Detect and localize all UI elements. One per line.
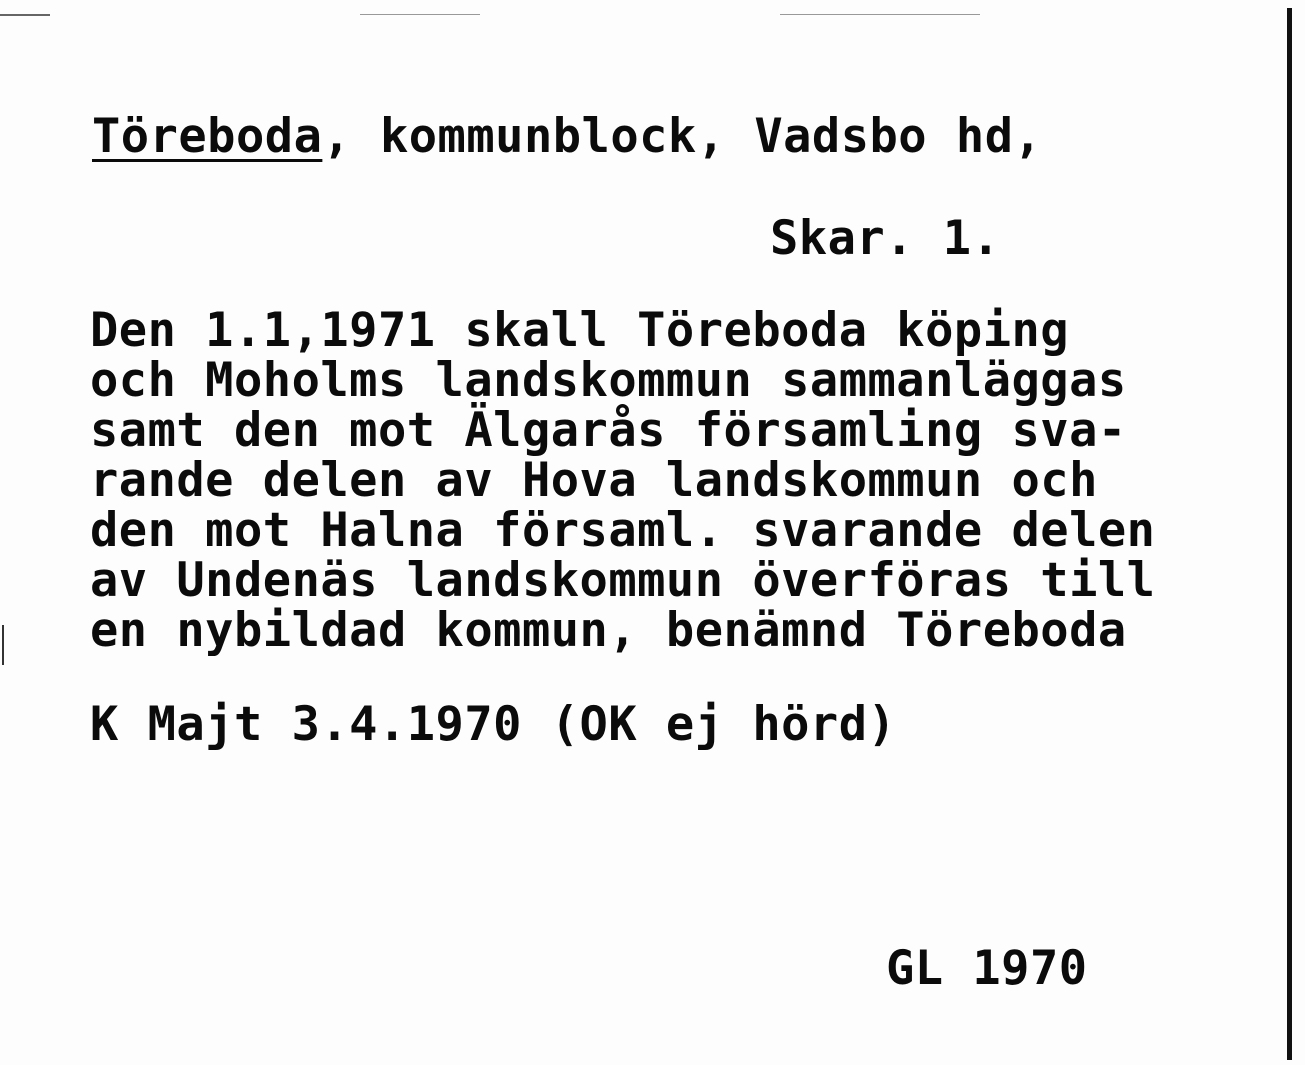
heading-rest: , kommunblock, Vadsbo hd, — [322, 109, 1043, 164]
scan-edge-mark — [780, 14, 980, 15]
heading-place: Töreboda — [92, 109, 323, 164]
card-right-edge — [1287, 8, 1292, 1060]
scan-edge-mark — [0, 14, 50, 16]
body-line: rande delen av Hova landskommun och — [90, 453, 1098, 508]
scan-edge-mark — [360, 14, 480, 15]
card-decision: K Majt 3.4.1970 (OK ej hörd) — [90, 697, 897, 752]
body-line: samt den mot Älgarås församling sva- — [90, 403, 1127, 458]
body-line: den mot Halna församl. svarande delen — [90, 503, 1156, 558]
card-reference: Skar. 1. — [770, 211, 1001, 266]
body-line: av Undenäs landskommun överföras till — [90, 553, 1156, 608]
card-heading — [92, 109, 1043, 164]
card-left-edge-mark — [2, 625, 4, 665]
body-line: och Moholms landskommun sammanläggas — [90, 353, 1127, 408]
card-code: GL 1970 — [886, 941, 1088, 996]
body-line: en nybildad kommun, benämnd Töreboda — [90, 603, 1127, 658]
card-body — [90, 303, 1156, 658]
body-line: Den 1.1,1971 skall Töreboda köping — [90, 303, 1070, 358]
